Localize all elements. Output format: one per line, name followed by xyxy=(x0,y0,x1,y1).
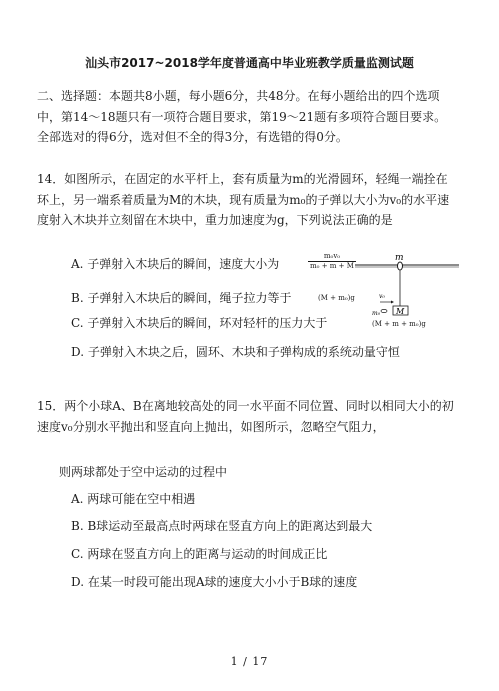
q14-option-b: B. 子弹射入木块后的瞬间，绳子拉力等于 xyxy=(71,291,292,305)
bullet xyxy=(381,309,387,312)
q14-option-c: C. 子弹射入木块后的瞬间，环对轻杆的压力大于 xyxy=(71,316,328,330)
velocity-arrowhead xyxy=(391,301,394,304)
question-14-stem: 14．如图所示，在固定的水平杆上，套有质量为m的光滑圆环，轻绳一端拴在环上，另一端系着质量为M的木块，现有质量为m₀的子弹以大小为v₀的水平速度射入木块并立刻留在木块中，重力加速度为g，下列说法正确的是 xyxy=(37,172,450,227)
block-mass-label: M xyxy=(396,307,405,316)
section-instructions: 二、选择题：本题共8小题，每小题6分，共48分。在每小题给出的四个选项中，第14～18题只有一项符合题目要求，第19～21题有多项符合题目要求。全部选对的得6分，选对但不全的得3分，有选错的得0分。 xyxy=(37,89,447,144)
bullet-mass-label: m₀ xyxy=(372,310,381,317)
fraction-numerator: m₀v₀ xyxy=(323,252,341,260)
q14-option-b-expr: (M + m₀)g xyxy=(318,294,355,302)
q14-option-a-fraction xyxy=(302,252,362,270)
ring-mass-label: m xyxy=(395,254,404,263)
q14-option-c-expr: (M + m + m₀)g xyxy=(372,320,426,328)
q14-figure xyxy=(355,254,470,334)
q15-lead-text: 则两球都处于空中运动的过程中 xyxy=(59,465,228,479)
q15-option-c: C. 两球在竖直方向上的距离与运动的时间成正比 xyxy=(71,547,328,561)
q15-option-d: D. 在某一时段可能出现A球的速度大小小于B球的速度 xyxy=(71,575,358,589)
fraction-denominator: m₀ + m + M xyxy=(310,262,354,270)
question-15-stem: 15．两个小球A、B在离地较高处的同一水平面不同位置、同时以相同大小的初速度v₀分别水平抛出和竖直向上抛出，如图所示，忽略空气阻力， xyxy=(37,399,454,434)
q15-option-a: A. 两球可能在空中相遇 xyxy=(71,492,196,506)
q14-option-a: A. 子弹射入木块后的瞬间，速度大小为 xyxy=(71,257,280,271)
page-number: 1 / 17 xyxy=(230,655,269,668)
q15-option-b: B. B球运动至最高点时两球在竖直方向上的距离达到最大 xyxy=(71,519,373,533)
exam-title: 汕头市2017~2018学年度普通高中毕业班教学质量监测试题 xyxy=(85,56,414,70)
velocity-label: v₀ xyxy=(379,293,385,300)
ring xyxy=(398,262,403,270)
q14-option-d: D. 子弹射入木块之后，圆环、木块和子弹构成的系统动量守恒 xyxy=(71,345,400,359)
